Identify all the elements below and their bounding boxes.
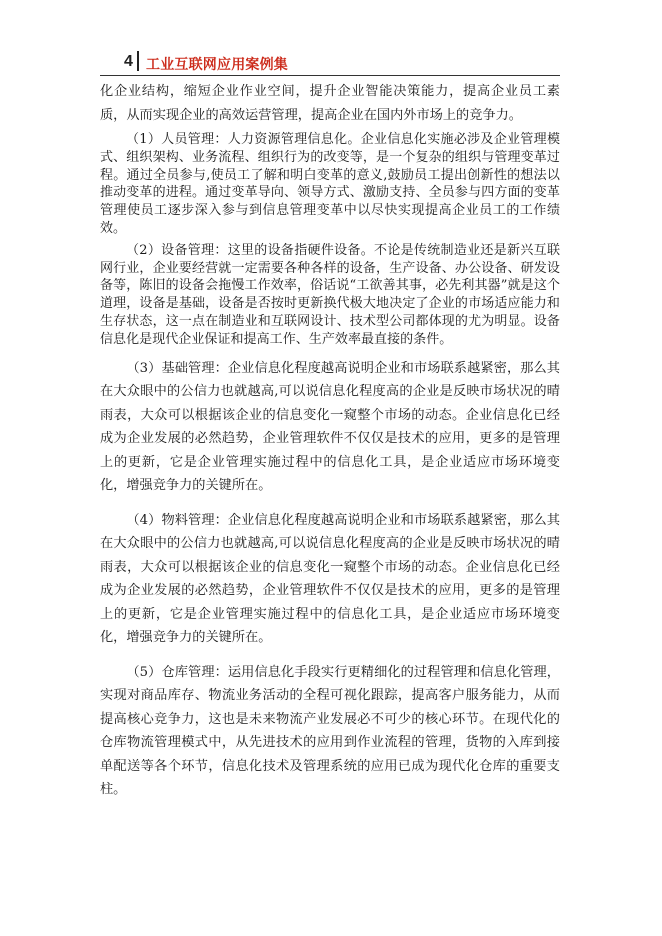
book-title: 工业互联网应用案例集 bbox=[146, 57, 288, 73]
paragraph-material-management: （4）物料管理：企业信息化程度越高说明企业和市场联系越紧密，那么其在大众眼中的公信力也就越高,可以说信息化程度高的企业是反映市场状况的晴雨表，大众可以根据该企业的信息变化一窥整个市场的动态。企业信息化已经成为企业发展的必然趋势，企业管理软件不仅仅是技术的应用，更多的是管理上的更新，它是企业管理实施过程中的信息化工具，是企业适应市场环境变化，增强竞争力的关键所在。 bbox=[100, 512, 560, 646]
paragraph-equipment-management: （2）设备管理：这里的设备指硬件设备。不论是传统制造业还是新兴互联网行业，企业要经营就一定需要各种各样的设备，生产设备、办公设备、研发设备等，陈旧的设备会拖慢工作效率，俗话说“工欲善其事，必先利其器”就是这个道理，设备是基础，设备是否按时更新换代极大地决定了企业的市场适应能力和生存状态，这一点在制造业和互联网设计、技术型公司都体现的尤为明显。设备信息化是现代企业保证和提高工作、生产效率最直接的条件。 bbox=[100, 242, 560, 347]
header-rule bbox=[100, 75, 560, 76]
paragraph-intro-continuation: 化企业结构，缩短企业作业空间，提升企业智能决策能力，提高企业员工素质，从而实现企业的高效运营管理，提高企业在国内外市场上的竞争力。 bbox=[100, 84, 560, 123]
document-body bbox=[100, 80, 560, 802]
paragraph-basic-management: （3）基础管理：企业信息化程度越高说明企业和市场联系越紧密，那么其在大众眼中的公信力也就越高,可以说信息化程度高的企业是反映市场状况的晴雨表，大众可以根据该企业的信息变化一窥整个市场的动态。企业信息化已经成为企业发展的必然趋势，企业管理软件不仅仅是技术的应用，更多的是管理上的更新，它是企业管理实施过程中的信息化工具，是企业适应市场环境变化，增强竞争力的关键所在。 bbox=[100, 360, 560, 494]
page-number: 4 bbox=[124, 53, 133, 70]
page-header bbox=[100, 50, 560, 78]
header-divider bbox=[137, 51, 139, 71]
paragraph-personnel-management: （1）人员管理：人力资源管理信息化。企业信息化实施必涉及企业管理模式、组织架构、业务流程、组织行为的改变等，是一个复杂的组织与管理变革过程。通过全员参与,使员工了解和明白变革的意义,鼓励员工提出创新性的想法以推动变革的进程。通过变革导向、领导方式、激励支持、全员参与四方面的变革管理使员工逐步深入参与到信息管理变革中以尽快实现提高企业员工的工作绩效。 bbox=[100, 132, 560, 236]
paragraph-warehouse-management: （5）仓库管理：运用信息化手段实行更精细化的过程管理和信息化管理，实现对商品库存、物流业务活动的全程可视化跟踪，提高客户服务能力，从而提高核心竞争力，这也是未来物流产业发展必不可少的核心环节。在现代化的仓库物流管理模式中，从先进技术的应用到作业流程的管理，货物的入库到接单配送等各个环节，信息化技术及管理系统的应用已成为现代化仓库的重要支柱。 bbox=[100, 664, 560, 798]
